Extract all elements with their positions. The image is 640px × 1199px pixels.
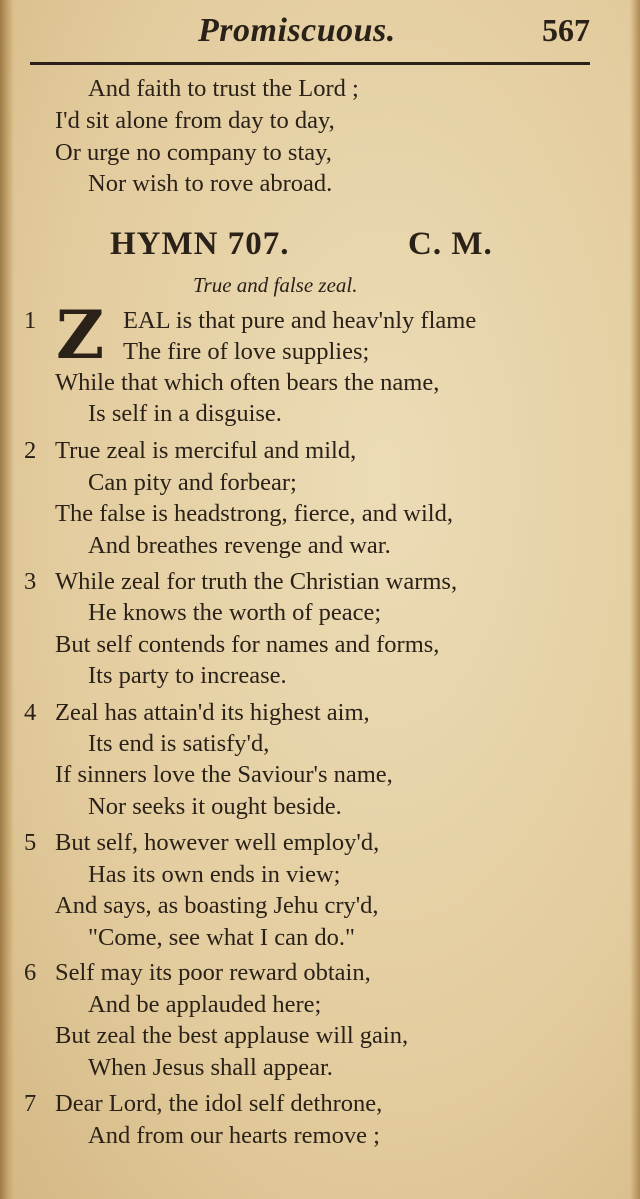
verse-line: Or urge no company to stay, [55,139,332,166]
stanza-number: 4 [24,699,37,726]
running-head [30,10,590,50]
page-edge-shadow [630,0,640,1199]
verse-line: "Come, see what I can do." [88,924,355,951]
verse-line: And from our hearts remove ; [88,1122,380,1149]
verse-line: The fire of love supplies; [123,338,370,365]
verse-line: Can pity and forbear; [88,469,297,496]
verse-line: If sinners love the Saviour's name, [55,761,393,788]
verse-line: And says, as boasting Jehu cry'd, [55,892,379,919]
stanza-number: 7 [24,1090,37,1117]
verse-line: But self, however well employ'd, [55,829,380,856]
verse-line: Nor seeks it ought beside. [88,793,342,820]
stanza-number: 5 [24,829,37,856]
verse-line: Self may its poor reward obtain, [55,959,371,986]
verse-line: Dear Lord, the idol self dethrone, [55,1090,383,1117]
page-binding-shadow [0,0,14,1199]
stanza-number: 1 [24,307,37,334]
verse-line: EAL is that pure and heav'nly flame [123,307,477,334]
verse-line: Has its own ends in view; [88,861,341,888]
header-rule [30,62,590,65]
verse-line: While zeal for truth the Christian warms, [55,568,458,595]
verse-line: But self contends for names and forms, [55,631,440,658]
verse-line: While that which often bears the name, [55,369,440,396]
verse-line: And breathes revenge and war. [88,532,391,559]
hymn-heading: HYMN 707. [110,226,290,262]
verse-line: Nor wish to rove abroad. [88,170,333,197]
verse-line: Zeal has attain'd its highest aim, [55,699,370,726]
verse-line: Its party to increase. [88,662,287,689]
hymn-subtitle: True and false zeal. [193,273,358,297]
stanza-number: 2 [24,437,37,464]
verse-line: And faith to trust the Lord ; [88,75,359,102]
page-number: 567 [542,12,590,48]
verse-line: I'd sit alone from day to day, [55,107,335,134]
verse-line: When Jesus shall appear. [88,1054,333,1081]
verse-line: He knows the worth of peace; [88,599,382,626]
hymn-meter: C. M. [408,226,493,262]
running-title: Promiscuous. [198,12,396,49]
verse-line: The false is headstrong, fierce, and wild, [55,500,453,527]
stanza-number: 6 [24,959,37,986]
verse-line: Its end is satisfy'd, [88,730,270,757]
drop-cap: Z [56,296,105,374]
verse-line: Is self in a disguise. [88,400,282,427]
verse-line: But zeal the best applause will gain, [55,1022,409,1049]
verse-line: And be applauded here; [88,991,322,1018]
stanza-number: 3 [24,568,37,595]
verse-line: True zeal is merciful and mild, [55,437,357,464]
